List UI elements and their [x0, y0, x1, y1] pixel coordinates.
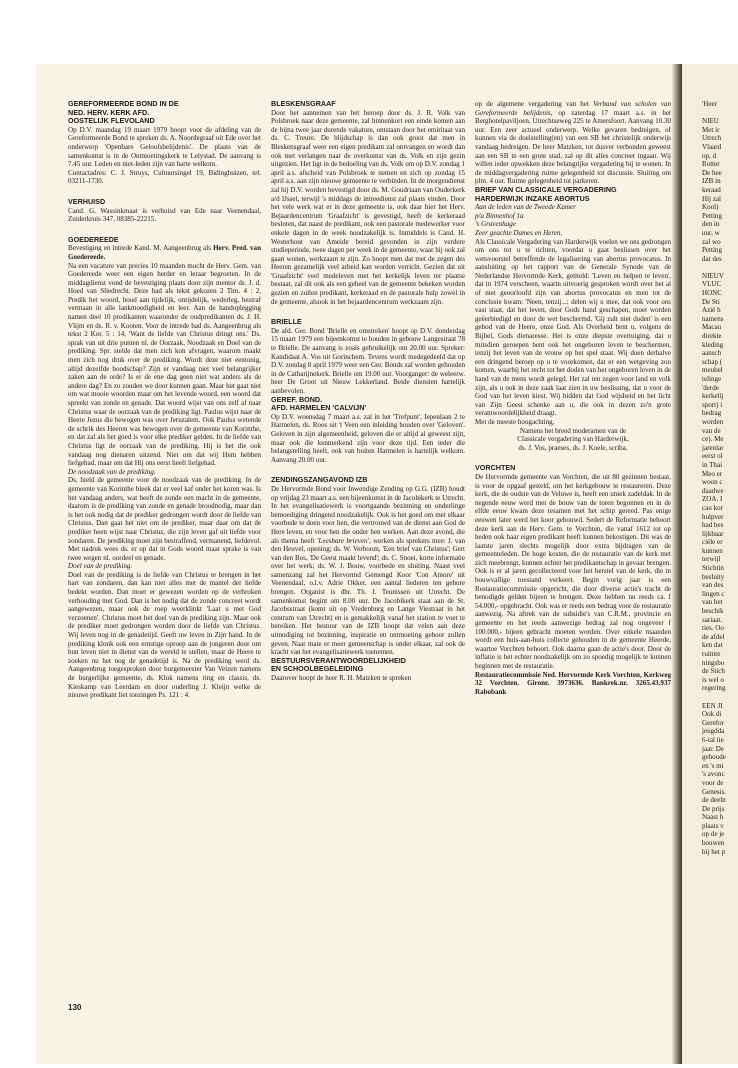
- heading-goedereede: GOEDEREEDE: [68, 234, 119, 244]
- letter-body: Als Classicale Vergadering van Harderwijk voelen we ons gedrongen om ons tot u te richten, voordat u gaat beslissen over het wetsvoorstel betreffende de legalisering van abortus provocatus. In aansluiting op het rapport van de Generale Synode van de Nederlandse Hervormde Kerk, getiteld: 'Leven en helpen te leven', dat in 1974 verscheen, waarin uitvoerig gesproken wordt over het al of niet geoorloofd zijn van abortus provocatus en men tot de conclusie kwam: 'Neen, tenzij...; delen wij u mee, dat ook voor ons vast staat, dat het leven, door Gods hand geschapen, moet worden geëerbiedigd en door de wet beschermd. 'Gij zult niet doden' is een gebod van de Heere, onze God. Als Overheid bent u, volgens de Bijbel, Gods dienaresse. Het is onze diepste overtuiging, dat u mitsdien geroepen bent ook het ongeboren leven te beschermen, tenzij het leven van de vrouw op het spel staat. Wij doen derhalve een dringend beroep op u te voorkomen, dat er een wetgeving zou komen, waarbij het recht tot het doden van het ongeboren leven in de hand van de mens wordt gelegd. Het zal ten zegen voor land en volk zijn, als u ook in deze zaak laat zien in uw beslissing, dat u voor de God van het leven kiest. Wij bidden dat God wijsheid en het licht van Zijn Geest schenke aan u, die ook in dezen zo'n grote verantwoordelijkheid draagt. Met de meeste hoogachting,: [475, 237, 671, 426]
- goedereede-intro-bold: Herv. Pred. van Goedereede.: [68, 244, 261, 261]
- matzken-text-b: , op zaterdag 17 maart a.s. in het Berghotelpaviljoen, Utrechtseweg 225 te Amersfoort. Aanvang 10.30 uur. Een zeer actueel onderwerp. Welke gevaren bedreigen, of kunnen via de doelstelling(en) van een SB het christelijk onderwijs vandaag bedreigen. De heer Matzken, tot dusver verbonden geweest aan een SB in een grote stad, zal op dit alles concreet ingaan. Wij willen ieder opwekken deze belangrijke vergadering bij te wonen. In de middagvergadering ruime gelegenheid tot discussie. Sluiting om plm. 4 uur. Ruime gelegenheid tot parkeren.: [475, 108, 671, 186]
- heading-vorchten: VORCHTEN: [475, 463, 516, 473]
- subheading-noodzaak: De noodzaak van de prediking.: [68, 467, 156, 476]
- article-goedereede-intro: [68, 244, 261, 261]
- heading-gereformeerde-bond: GEREFORMEERDE BOND IN DE NED. HERV. KERK AFD. OOSTELIJK FLEVOLAND: [68, 99, 179, 126]
- column-2: [271, 100, 465, 683]
- article-zendingszangavond: [271, 485, 465, 657]
- heading-verhuisd: VERHUISD: [68, 196, 106, 206]
- book-gutter: [672, 64, 682, 1064]
- article-harmelen: Op D.V. woensdag 7 maart a.s. zal in het 'Trefpunt', Iepenlaan 2 te Harmelen, ds. Roos uit 't Veen een inleiding houden over 'Geloven'. Geloven in zijn algemeenheid, geloven die er altijd al geweest zijn, maar ook die kenmerkend zijn voor deze tijd. Een ieder die belangstelling heeft, ook van buiten Harmelen is hartelijk welkom. Aanvang 20.00 uur.: [271, 412, 465, 464]
- article-brielle: De afd. Ger. Bond 'Brielle en omstreken' hoopt op D.V. donderdag 15 maart 1979 een bijeenkomst te houden in gebouw Langestraat 78 te Brielle. De aanvang is zoals gebruikelijk om 20.00 uur. Spreker: Kandidaat A. Vos uit Gorinchem. Tevens wordt medegedeeld dat op D.V. zondag 8 april 1979 weer een Ger. Bonds zal worden gehouden in de Catharijnekerk. Brielle om 19.00 uur. Voorganger: de weleerw. heer De Groot uit Nieuw Lekkerland. Beide diensten hartelijk aanbevolen.: [271, 326, 465, 395]
- letter-salutation: Zeer geachte Dames en Heren,: [475, 228, 563, 237]
- heading-bestuursverantwoordelijkheid: BESTUURSVERANTWOORDELIJKHEID EN SCHOOLBEGELEIDING: [271, 655, 406, 674]
- zendingszangavond-theme: 'Leesbare brieven': [317, 536, 370, 545]
- subheading-doel: Doel van de prediking.: [68, 562, 133, 571]
- article-goedereede-body-2: Ds. hield de gemeente voor de noodzaak van de prediking. In de gemeente van Korinthe bleek dat er veel kaf onder het koren was. Is het vandaag anders, wat heeft de zonde een macht in de gemeente, daarom is de prediking van zonde en genade broodnodig, maar dan is het ook nodig dat de prediker gedrongen wordt door de liefde van Christus. Dan gaat het niet om de prediker, maar daar om dat de prediker heen wijst naar Christus, die zijn leven gaf uit liefde voor zondaren. De prediking moet zijn bestraffend, vermanend, liefdevol. Met nadruk wees ds. er op dat in Gods woord maar sprake is van twee wegen nl. oordeel en genade.: [68, 476, 262, 562]
- matzken-italic: Verband van scholen van Gereformeerde belijdenis: [475, 100, 671, 117]
- heading-zendingszangavond: ZENDINGSZANGAVOND IZB: [271, 475, 368, 485]
- zendingszangavond-body-2: , werken als sprekers mee: J. van den Heuvel, opening; ds. W. Verboom, 'Een brief van Christus'; Gert van den Bos, 'De Geest maakt levend'; ds. C. Snoei, korte informatie over het werk; ds. W. J. Bouw, voorbede en sluiting. Naast veel samenzang zal het Hervormd Gemengd Koor 'Con Amore' uit Veenendaal, o.l.v. Adrie Okker, een aantal liederen ten gehore brengen. Organist is dhr. Th. J. Teunissen uit Utrecht. De samenkomst begint om 8.00 uur. De Jacobikerk staat aan de St. Jacobsstraat (komt uit op Vredenburg en Lange Viestraat in het centrum van Utrecht) en is gemakkelijk vanaf het station te voet te bereiken. Het bestuur van de IZB hoopt dat velen aan deze uitnodiging tot bezinning, inspiratie en ontmoeting gehoor zullen geven. Naar mate er meer gemeenschap is onder elkaar, zal ook de kracht van het evangelisatiewerk toenemen.: [271, 536, 465, 657]
- article-goedereede-body-3: Doel van de prediking is de liefde van Christus te brengen in het hart van zondaren, dan kan niet alles met de mantel der liefde bedekt worden. Dan moet er gewezen worden op de verbroken verhouding met God. Dan is het nodig dat de zonde concreet wordt aangewezen, maar ook de roep weerklinkt 'Laat u met God verzoenen'. Christus moet het doel van de prediking zijn. Maar ook de prediker moet gedrongen worden door de liefde van Christus. Wij leven nog in de genadetijd. Geeft uw leven in Zijn hand. In de prediking klonk ook een ernstige oproep aan de jongeren door om hun leven niet in dienst van de wereld te stellen, maar de Heere te zoeken nu het nog de genadetijd is. Na de prediking werd ds. Aangeenbrug toegesproken door burgemeester Van Velzen namens de burgerlijke gemeente, ds. Klok namens ring en classis, ds. Kieskamp van Leerdam en door ouderling J. Kleijn welke de nieuwe predikant liet toezingen Ps. 121 : 4.: [68, 570, 261, 700]
- heading-brielle: BRIELLE: [271, 317, 302, 327]
- heading-brief-abortus: BRIEF VAN CLASSICALE VERGADERING HARDERWIJK INZAKE ABORTUS: [475, 184, 617, 203]
- next-page-fragment: [702, 100, 738, 856]
- letter-address: Aan de leden van de Tweede Kamer p/a Binnenhof 1a 's Gravenhage: [475, 203, 576, 229]
- article-matzken-continued: [475, 100, 671, 186]
- article-gereformeerde-bond: Op D.V. maandag 19 maart 1979 hoopt voor de afdeling van de Gereformeerde Bond te spreken ds. A. Noordegraaf uit Ede over het onderwerp 'Openbare Geloofsbelijdenis'. De plaats van de samenkomst is in de Ontmoetingskerk te Lelystad. De aanvang is 7.45 uur. Leden en niet-leden zijn van harte welkom. Contactadres: C. J. Struys, Cultuursingel 19, Bidinghuizen, tel. 03211-1730.: [68, 125, 261, 186]
- letter-signoff: Namens het breed moderamen van de Classicale vergadering van Harderwijk, ds. J. Vos, praeses, ds. J. Koele, scriba.: [517, 426, 629, 452]
- vorchten-contact: Restauratiecommissie Ned. Hervormde Kerk Vorchten, Kerkweg 32 Vorchten. Gironr. 3973636. Bankrek.nr. 3265.43.937 Rabobank: [475, 670, 671, 696]
- article-vorchten: De Hervormde gemeente van Vorchten, die uit 80 gezinnen bestaat, is voor de opgaaf gesteld, om het kerkgebouw te restaureren. Deze kerk, die de oudste van de Veluwe is, heeft een uniek zadeldak. In de negende eeuw werd met de bouw van de toren begonnen en in de elfde eeuw kwam deze tesamen met het schip gereed. Pas enige eeuwen later werd het koor gebouwd. Sedert de Reformatie behoort deze kerk aan de Herv. Gem. te Vorchten, die vanaf 1612 tot op heden ook haar eigen predikant heeft kunnen bekostigen. Dit was de laatste jaren slechts mogelijk door extra bijdragen van de gemeenteleden. De hoge kosten, die de restauratie van de kerk met zich meebrengt, kunnen echter het predikantschap in gevaar brengen. Ook is er al jaren gecollecteerd voor het herstel van de kerk, die in bouwvallige toestand verkeert. Begin vorig jaar is een Restauratiecommissie opgericht, die door diverse actie's tracht de benodigde gelden bijeen te brengen. Deze hebben nu reeds ca. f 54.000,- opgebracht. Ook was er reeds een bedrag voor de restauratie aanwezig. Na aftrek van de subsidie's van C.R.M., provincie en gemeente en het reeds aanwezige bedrag zal nog ongeveer f 100.000,- bijeen gebracht moeten worden. Over enkele maanden wordt een huis-aan-huis collecte gehouden in de gemeente Heerde, waartoe Vorchten behoort. Ook daarna gaan de actie's door. Door de inflatie is het echter noodzakelijk om zo spoedig mogelijk te kunnen beginnen met de restauratie.: [475, 472, 671, 670]
- article-goedereede-body-1: Na een vacature van precies 10 maanden mocht de Herv. Gem. van Goedereede weer een eigen herder en leraar begroeten. In de middagdienst vond de bevestiging plaats door zijn mentor ds. J. d. Hoed van Sliedrecht. Deze had als tekst gekozen 2 Tim. 4 : 2, Predik het woord, houd aan tijdelijk, ontijdelijk, wederleg, bestraf vermaan in alle lankmoedigheid en leer. Aan de handoplegging namen deel 10 predikanten waaronder de oudpredikanten ds. J. H. Vlijm en ds. R. v. Kooten. Voor de intrede had ds. Aangeenbrug als tekst 2 Kor. 5 : 14, 'Want de liefde van Christus dringt ons.' Ds. sprak van uit drie punten nl. de Oorzaak, Noodzaak en Doel van de prediking. Spr. stelde dat men zich kon afvragen, waarom maakt men zich nog druk over de prediking. Wordt deze niet eentonig, altijd dezelfde boodschap? Zijn er vandaag niet veel belangrijker zaken aan de orde? Is er de ene dag geen niet wat anders als de andere dag? En zo zouden we door kunnen gaan. Maar het gaat niet om wat mooie woorden maar om het levende woord, een woord dat spreekt van zonde en genade. Dat woord wijst van ons zelf af naar Christus waar de oorzaak van de prediking ligt. Paulus wijst naar de Heere Jezus die bewogen was over Jeruzalem. Ook Paulus wetende de schrik des Heeren was bewogen over de gemeente van Korinthe, en dat zal als het goed is voor elke prediker gelden. In de liefde van Christus ligt de oorzaak van de prediking. Hij is het die ook vandaag nog dienaren uitzend. Niet om dat wij Hem hebben liefgehad, maar om dat Hij ons eerst heeft liefgehad.: [68, 261, 261, 468]
- zendingszangavond-body-1: De Hervormde Bond voor Inwendige Zending op G.G. (IZB) houdt op vrijdag 23 maart a.s. een bijeenkomst in de Jacobikerk te Utrecht. In het evangelisatiewerk is voortgaande bezinning en onderlinge bemoediging dringend noodzakelijk. Ook is het goed om met elkaar voorbede te doen voor hen, die vertrouwd van de dienst aan God de Here leven, en voor hen die onder hen werken. Aan deze avond, die als thema heeft: [271, 484, 465, 545]
- column-1: [68, 100, 261, 700]
- article-bleskensgraaf: Door het aannemen van het beroep door ds. J. R. Volk van Polsbroek naar deze gemeente, zal binnenkort een einde komen aan de bijna twee jaar durende vakature, ontstaan door het emiritaat van ds. C. Treure. De blijdschap is dan ook groot dat men in Bleskensgraaf weer een eigen predikant zal ontvangen en wordt dan ook met verlangen naar de overkomst van ds. Volk en zijn gezin uitgezien. Het ligt in de bedoeling van ds. Volk om op D.V. zondag 1 april a.s. afscheid van Polsbroek te nemen en zich op zondag 15 april a.s. aan zijn nieuwe gemeente te verbinden. In de morgendienst zal hij D.V. worden bevestigd door ds. M. Goudriaan van Ouderkerk a/d IJssel, terwijl 's middags de intreedienst zal plaats vinden. Door het vele werk wat er in deze gemeente is, ook daar hier het Herv. Bejaardencentrum 'Graafzicht' is gevestigd, heeft de kerkeraad besloten, dat naast de predikant, ook een pastorale medewerker voor enkele dagen in de week noodzakelijk is. Inmiddels is Cand. H. Westerhout van Ameide bereid gevonden in zijn verdere studieperiode, twee dagen per week in de gemeente, waar hij ook zal gaan wonen, werkzaam te zijn. Zo hoopt men dat met de zegen des Heeren gezamelijk veel arbeid kan worden verricht. Gezien dat uit 'Graafzicht' veel medeleven met het kerkelijk leven ter plaatse bestaat, zal dit ook als een geheel van de gemeente bekeken worden gezien en zullen predikant, kerkeraad en de pastorale hulp zowel in de gemeente, alsook in het bejaardencentrum werkzaam zijn.: [271, 108, 465, 306]
- heading-harmelen: GEREF. BOND. AFD. HARMELEN 'CALVIJN': [271, 394, 367, 413]
- page-number: 130: [68, 1003, 82, 1012]
- matzken-text-a: op de algemene vergadering van het: [475, 100, 589, 108]
- column-3: [475, 100, 671, 696]
- next-page-text: 'Heer NIEU Met ir Utrech Vlaard op, d Rotter De hee IZB in keraad Hij zal Kool) Petting den in uur, w zal wo Petting dat des NIEUV VLUC HONC De Sti Azië h namens Macau direkte kleding aansch schap ( meubel telinge 'derde kerkelij sport) i bedrag worden van de ce). Me jarenlar eerst ol in Thai Meo er woon c daadwe ZOA. I cau kor hulpver had bes lijkbaar ciële er kunnen terwijl Stichtin besluity van des lingen c van het beschik sariaat. ties. Oo de afdel ken dat ruimte ningsbo de Stich is wel o regering EEN JI Ook di Gerefor jeugdda 6-tal tie jaar. De gehoude en 's mi 's avonc voor de Genesis. de deeln De prijs Naast h plaats v op de je bouwen bij het p: [702, 100, 727, 856]
- article-bestuursverantwoordelijkheid: Daarover hoopt de heer R. H. Matzken te spreken: [271, 674, 412, 682]
- heading-bleskensgraaf: BLESKENSGRAAF: [271, 99, 336, 108]
- article-verhuisd: Cand. G. Wassinkmaat is verhuisd van Ede naar Veenendaal, Zuiderkruis 347, 08385-22215.: [68, 206, 261, 224]
- goedereede-intro-text: Bevestiging en intrede Kand. M. Aangeenbrug als: [68, 244, 211, 253]
